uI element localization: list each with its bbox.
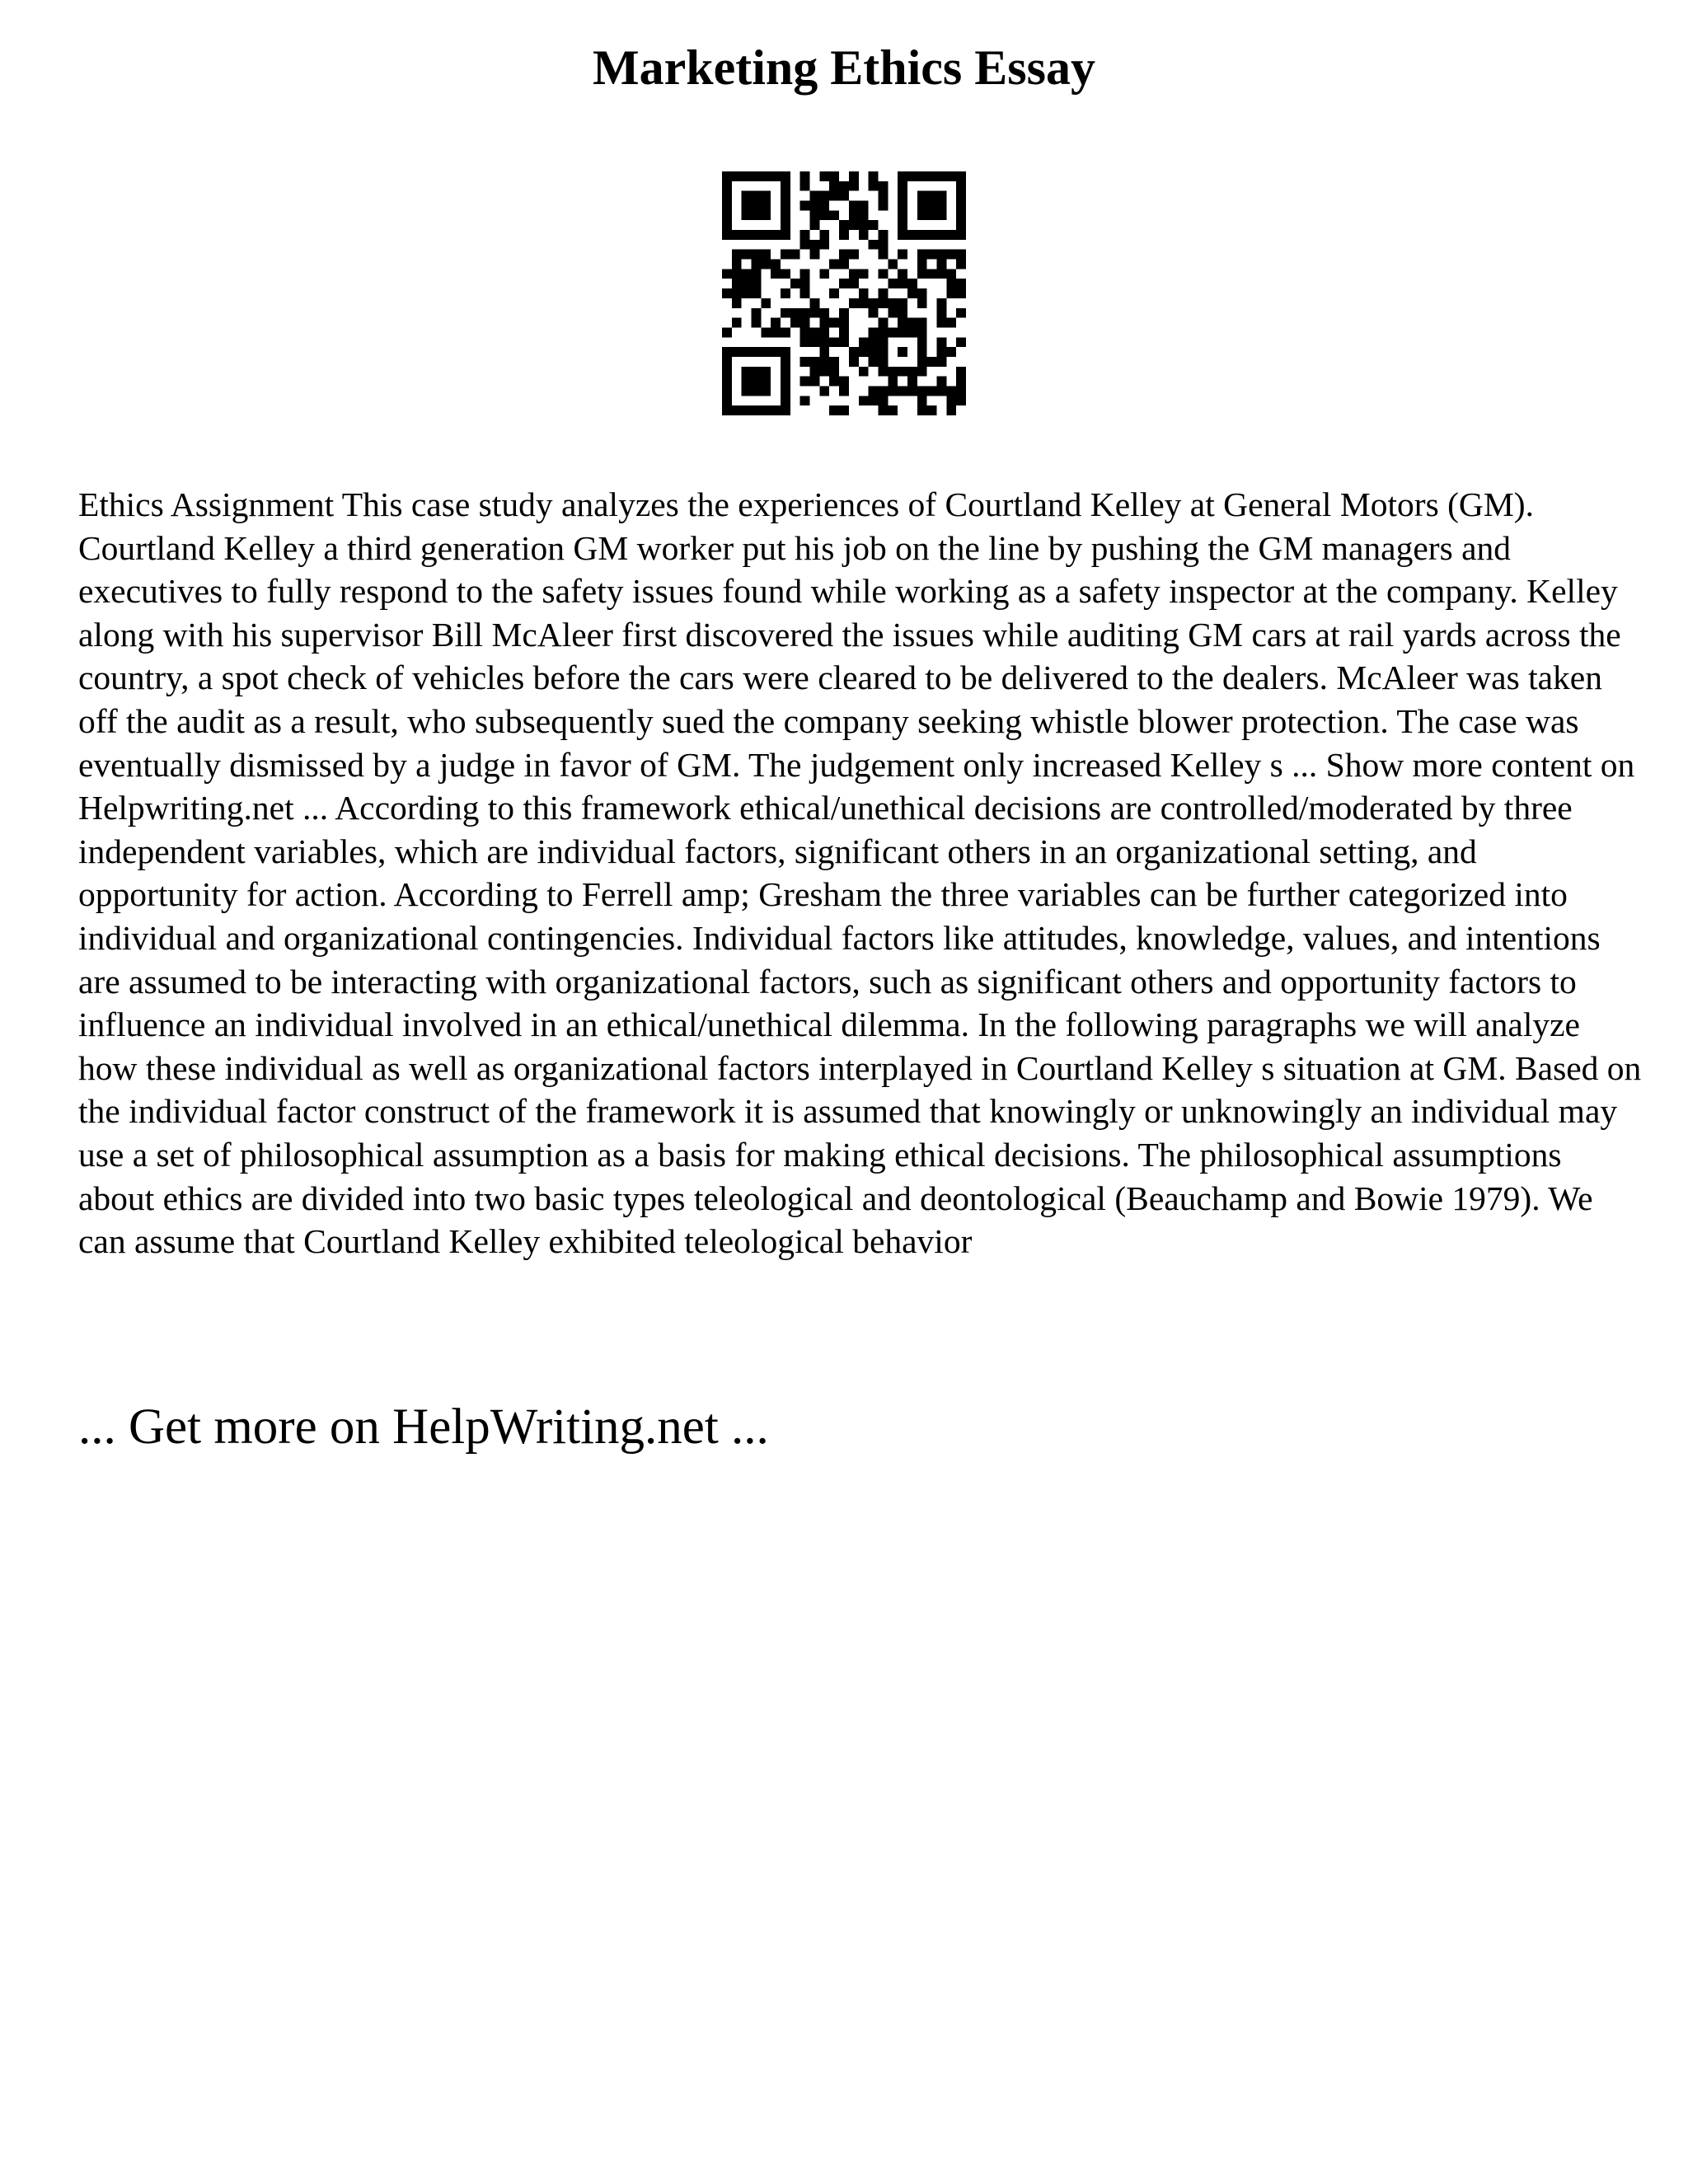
- qr-code-icon[interactable]: [722, 171, 966, 415]
- essay-body: Ethics Assignment This case study analyzes the experiences of Courtland Kelley at General Motors (GM). Courtland Kelley a third generation GM worker put his job on the line by pushing the GM managers and executives to fully respond to the safety issues found while working as a safety inspector at the company. Kelley along with his supervisor Bill McAleer first discovered the issues while auditing GM cars at rail yards across the country, a spot check of vehicles before the cars were cleared to be delivered to the dealers. McAleer was taken off the audit as a result, who subsequently sued the company seeking whistle blower protection. The case was eventually dismissed by a judge in favor of GM. The judgement only increased Kelley s ... Show more content on Helpwriting.net ... According to this framework ethical/unethical decisions are controlled/moderated by three independent variables, which are individual factors, significant others in an organizational setting, and opportunity for action. According to Ferrell amp; Gresham the three variables can be further categorized into individual and organizational contingencies. Individual factors like attitudes, knowledge, values, and intentions are assumed to be interacting with organizational factors, such as significant others and opportunity factors to influence an individual involved in an ethical/unethical dilemma. In the following paragraphs we will analyze how these individual as well as organizational factors interplayed in Courtland Kelley s situation at GM. Based on the individual factor construct of the framework it is assumed that knowingly or unknowingly an individual may use a set of philosophical assumption as a basis for making ethical decisions. The philosophical assumptions about ethics are divided into two basic types teleological and deontological (Beauchamp and Bowie 1979). We can assume that Courtland Kelley exhibited teleological behavior: [78, 485, 1642, 1261]
- page-title: Marketing Ethics Essay: [592, 40, 1096, 95]
- get-more-link[interactable]: ... Get more on HelpWriting.net ...: [78, 1399, 769, 1455]
